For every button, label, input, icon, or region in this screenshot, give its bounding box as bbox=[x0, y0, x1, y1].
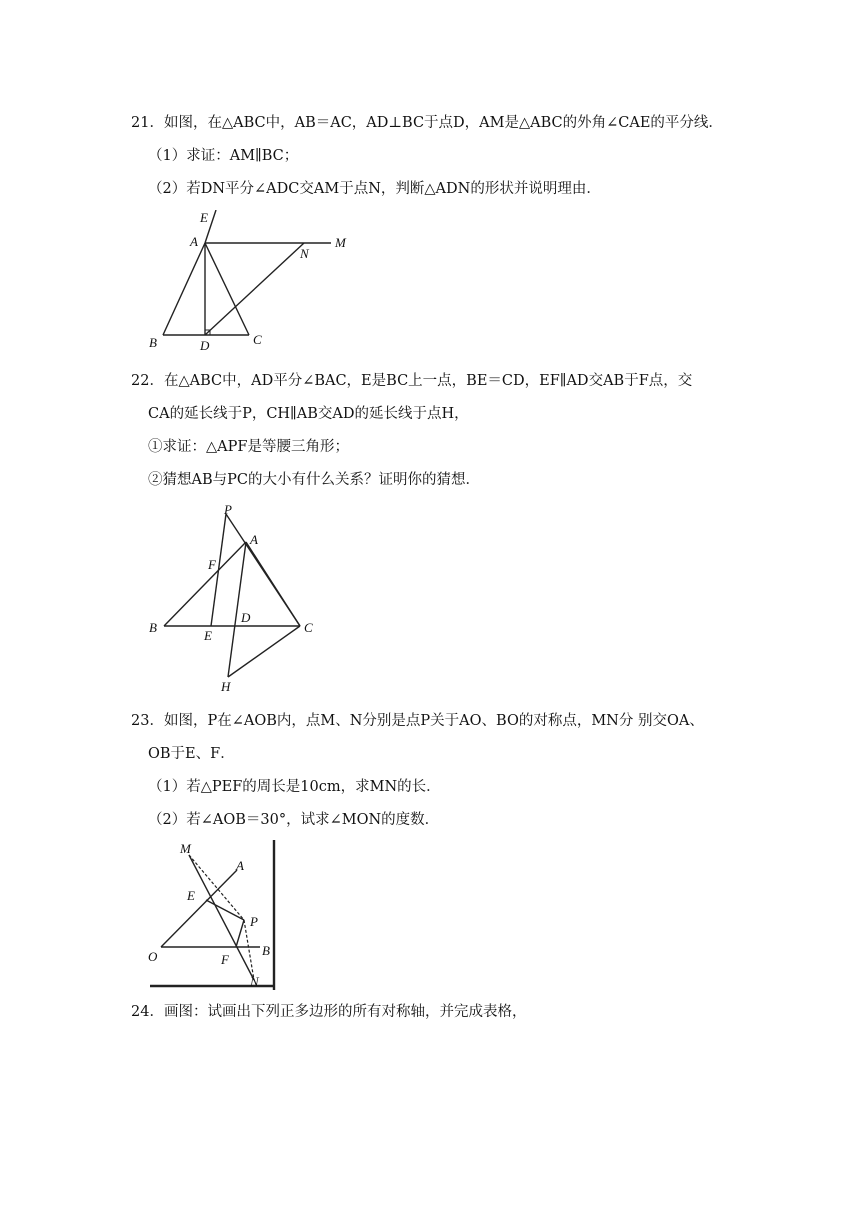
q21-label-m: M bbox=[335, 235, 346, 250]
q21-label-b: B bbox=[149, 335, 157, 350]
q23-part2: （2）若∠AOB＝30°，试求∠MON的度数． bbox=[148, 812, 440, 828]
q23-stem-line1: 23．如图，P在∠AOB内，点M、N分别是点P关于AO、BO的对称点，MN分 别交OA、 bbox=[131, 713, 704, 729]
q21-label-a: A bbox=[190, 234, 198, 249]
q22-label-e: E bbox=[204, 628, 212, 643]
q21-label-n: N bbox=[300, 246, 309, 261]
q22-part2: ②猜想AB与PC的大小有什么关系？证明你的猜想． bbox=[148, 472, 480, 488]
q21-label-d: D bbox=[200, 338, 210, 350]
q21-part1: （1）求证：AM∥BC； bbox=[148, 148, 299, 164]
q22-stem-line2: CA的延长线于P，CH∥AB交AD的延长线于点H， bbox=[148, 406, 469, 422]
q23-label-m: M bbox=[180, 841, 191, 856]
q22-part1: ①求证：△APF是等腰三角形； bbox=[148, 439, 349, 455]
q23-label-o: O bbox=[148, 949, 158, 964]
q22-label-c: C bbox=[304, 620, 313, 635]
q23-figure bbox=[146, 840, 282, 990]
q22-label-f: F bbox=[208, 557, 216, 572]
q23-part1: （1）若△PEF的周长是10cm，求MN的长． bbox=[148, 779, 441, 795]
q21-part2: （2）若DN平分∠ADC交AM于点N，判断△ADN的形状并说明理由． bbox=[148, 181, 601, 197]
q22-stem-line1: 22．在△ABC中，AD平分∠BAC，E是BC上一点，BE＝CD，EF∥AD交AB于F点，交 bbox=[131, 373, 693, 389]
q23-label-p: P bbox=[250, 914, 258, 929]
q22-figure bbox=[146, 502, 316, 692]
q22-label-d: D bbox=[241, 610, 251, 625]
q23-label-a: A bbox=[236, 858, 244, 873]
q24-stem: 24．画图：试画出下列正多边形的所有对称轴，并完成表格， bbox=[131, 1004, 527, 1020]
q22-label-h: H bbox=[221, 679, 231, 692]
q23-stem-line2: OB于E、F． bbox=[148, 746, 235, 762]
q22-label-p: P bbox=[224, 502, 232, 517]
q23-label-b: B bbox=[262, 943, 270, 958]
q22-label-b: B bbox=[149, 620, 157, 635]
q23-label-n: N bbox=[250, 974, 259, 989]
q21-figure bbox=[146, 210, 356, 350]
q21-label-e: E bbox=[200, 210, 208, 225]
q22-label-a: A bbox=[250, 532, 258, 547]
q23-label-e: E bbox=[187, 888, 195, 903]
q23-label-f: F bbox=[221, 952, 229, 967]
q21-label-c: C bbox=[253, 332, 262, 347]
q21-stem: 21．如图，在△ABC中，AB＝AC，AD⊥BC于点D，AM是△ABC的外角∠CAE的平分线． bbox=[131, 115, 723, 131]
